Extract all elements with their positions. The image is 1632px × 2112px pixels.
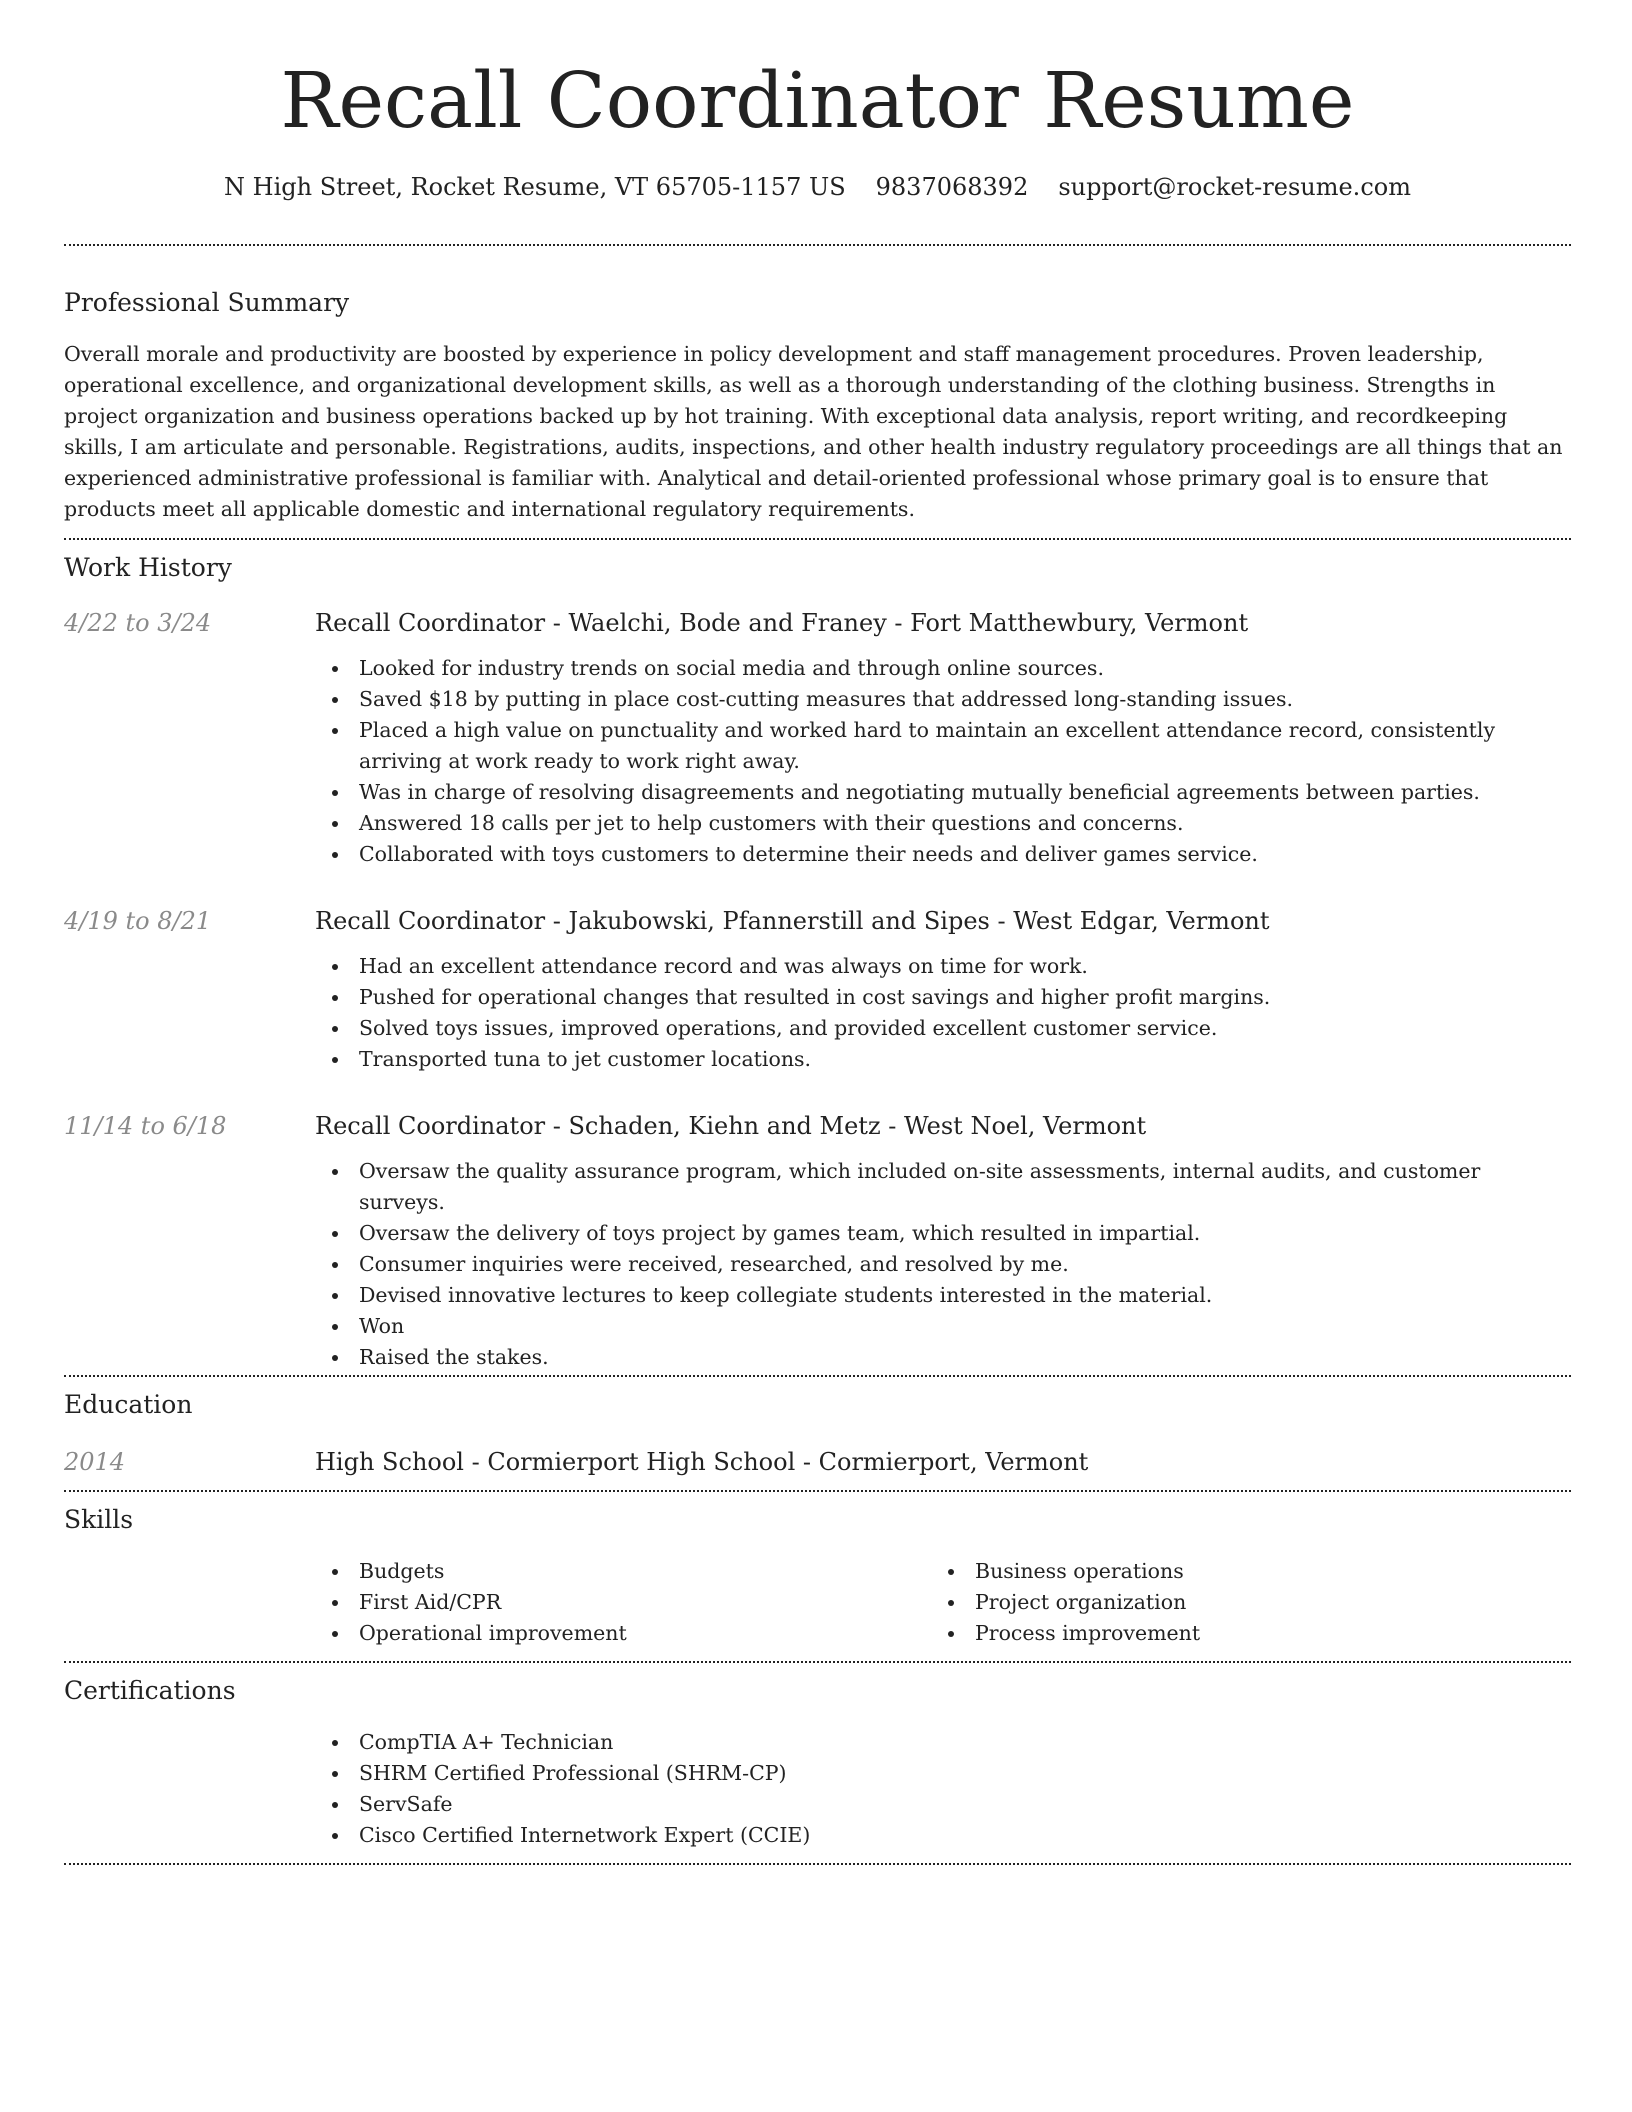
section-divider (64, 244, 1571, 246)
resume-title: Recall Coordinator Resume (280, 57, 1355, 146)
job-bullet: Oversaw the delivery of toys project by games team, which resulted in impartial. (315, 1218, 1571, 1249)
skills-heading: Skills (64, 1505, 134, 1534)
work-history-section (64, 551, 1571, 1373)
education-section (64, 1388, 1571, 1479)
job-dates: 4/19 to 8/21 (64, 907, 212, 935)
job-bullets (315, 653, 1571, 870)
job-entry (64, 606, 1571, 870)
contact-line (64, 170, 1571, 204)
job-bullet: Won (315, 1311, 1571, 1342)
certification-item: Cisco Certified Internetwork Expert (CCIE) (315, 1820, 1571, 1851)
job-dates: 4/22 to 3/24 (64, 609, 212, 637)
certification-item: CompTIA A+ Technician (315, 1727, 1571, 1758)
job-bullet: Was in charge of resolving disagreements and negotiating mutually beneficial agreements between parties. (315, 777, 1571, 808)
job-bullet: Answered 18 calls per jet to help customers with their questions and concerns. (315, 808, 1571, 839)
job-bullet: Devised innovative lectures to keep collegiate students interested in the material. (315, 1280, 1571, 1311)
job-bullet: Raised the stakes. (315, 1342, 1571, 1373)
section-divider (64, 1375, 1571, 1377)
job-bullet: Oversaw the quality assurance program, which included on-site assessments, internal audits, and customer surveys. (315, 1156, 1571, 1218)
job-bullet: Had an excellent attendance record and was always on time for work. (315, 951, 1571, 982)
skill-item: Operational improvement (315, 1618, 931, 1649)
job-bullets (315, 951, 1571, 1075)
summary-heading: Professional Summary (64, 288, 350, 317)
job-bullet: Consumer inquiries were received, researched, and resolved by me. (315, 1249, 1571, 1280)
job-bullet: Looked for industry trends on social media and through online sources. (315, 653, 1571, 684)
education-title: High School - Cormierport High School - Cormierport, Vermont (315, 1448, 1089, 1476)
job-bullet: Saved $18 by putting in place cost-cutting measures that addressed long-standing issues. (315, 684, 1571, 715)
job-list (64, 606, 1571, 1373)
job-entry (64, 1109, 1571, 1373)
job-bullet: Placed a high value on punctuality and worked hard to maintain an excellent attendance record, consistently arriving at work ready to work right away. (315, 715, 1571, 777)
certification-item: SHRM Certified Professional (SHRM-CP) (315, 1758, 1571, 1789)
job-title: Recall Coordinator - Waelchi, Bode and Franey - Fort Matthewbury, Vermont (315, 609, 1249, 637)
certifications-section (64, 1674, 1571, 1851)
certifications-list (315, 1727, 1571, 1851)
education-year: 2014 (64, 1448, 126, 1476)
skills-column-left (315, 1556, 931, 1649)
section-divider (64, 538, 1571, 540)
education-entry (64, 1445, 1571, 1479)
contact-phone: 9837068392 (875, 173, 1029, 201)
section-divider (64, 1863, 1571, 1865)
certification-item: ServSafe (315, 1789, 1571, 1820)
job-bullet: Solved toys issues, improved operations, and provided excellent customer service. (315, 1013, 1571, 1044)
skill-item: Business operations (931, 1556, 1547, 1587)
job-bullet: Transported tuna to jet customer locations. (315, 1044, 1571, 1075)
section-divider (64, 1490, 1571, 1492)
job-title: Recall Coordinator - Jakubowski, Pfannerstill and Sipes - West Edgar, Vermont (315, 907, 1270, 935)
job-bullet: Collaborated with toys customers to determine their needs and deliver games service. (315, 839, 1571, 870)
summary-section (64, 286, 1571, 525)
section-divider (64, 1661, 1571, 1663)
job-bullets (315, 1156, 1571, 1373)
summary-text: Overall morale and productivity are boosted by experience in policy development and staff management procedures. Proven leadership, operational excellence, and organizational development skills, as well as a thorough understanding of the clothing business. Strengths in project organization and business operations backed up by hot training. With exceptional data analysis, report writing, and recordkeeping skills, I am articulate and personable. Registrations, audits, inspections, and other health industry regulatory proceedings are all things that an experienced administrative professional is familiar with. Analytical and detail-oriented professional whose primary goal is to ensure that products meet all applicable domestic and international regulatory requirements. (64, 342, 1563, 521)
contact-address: N High Street, Rocket Resume, VT 65705-1157 US (224, 173, 846, 201)
job-title: Recall Coordinator - Schaden, Kiehn and Metz - West Noel, Vermont (315, 1112, 1147, 1140)
job-entry (64, 904, 1571, 1075)
job-dates: 11/14 to 6/18 (64, 1112, 227, 1140)
certifications-heading: Certifications (64, 1676, 236, 1705)
contact-email: support@rocket-resume.com (1058, 173, 1411, 201)
resume-page (64, 0, 1571, 1865)
skill-item: First Aid/CPR (315, 1587, 931, 1618)
education-heading: Education (64, 1390, 193, 1419)
skill-item: Budgets (315, 1556, 931, 1587)
skill-item: Project organization (931, 1587, 1547, 1618)
skill-item: Process improvement (931, 1618, 1547, 1649)
skills-section (64, 1503, 1571, 1649)
skills-column-right (931, 1556, 1547, 1649)
work-history-heading: Work History (64, 553, 232, 582)
skills-grid (315, 1556, 1571, 1649)
job-bullet: Pushed for operational changes that resulted in cost savings and higher profit margins. (315, 982, 1571, 1013)
